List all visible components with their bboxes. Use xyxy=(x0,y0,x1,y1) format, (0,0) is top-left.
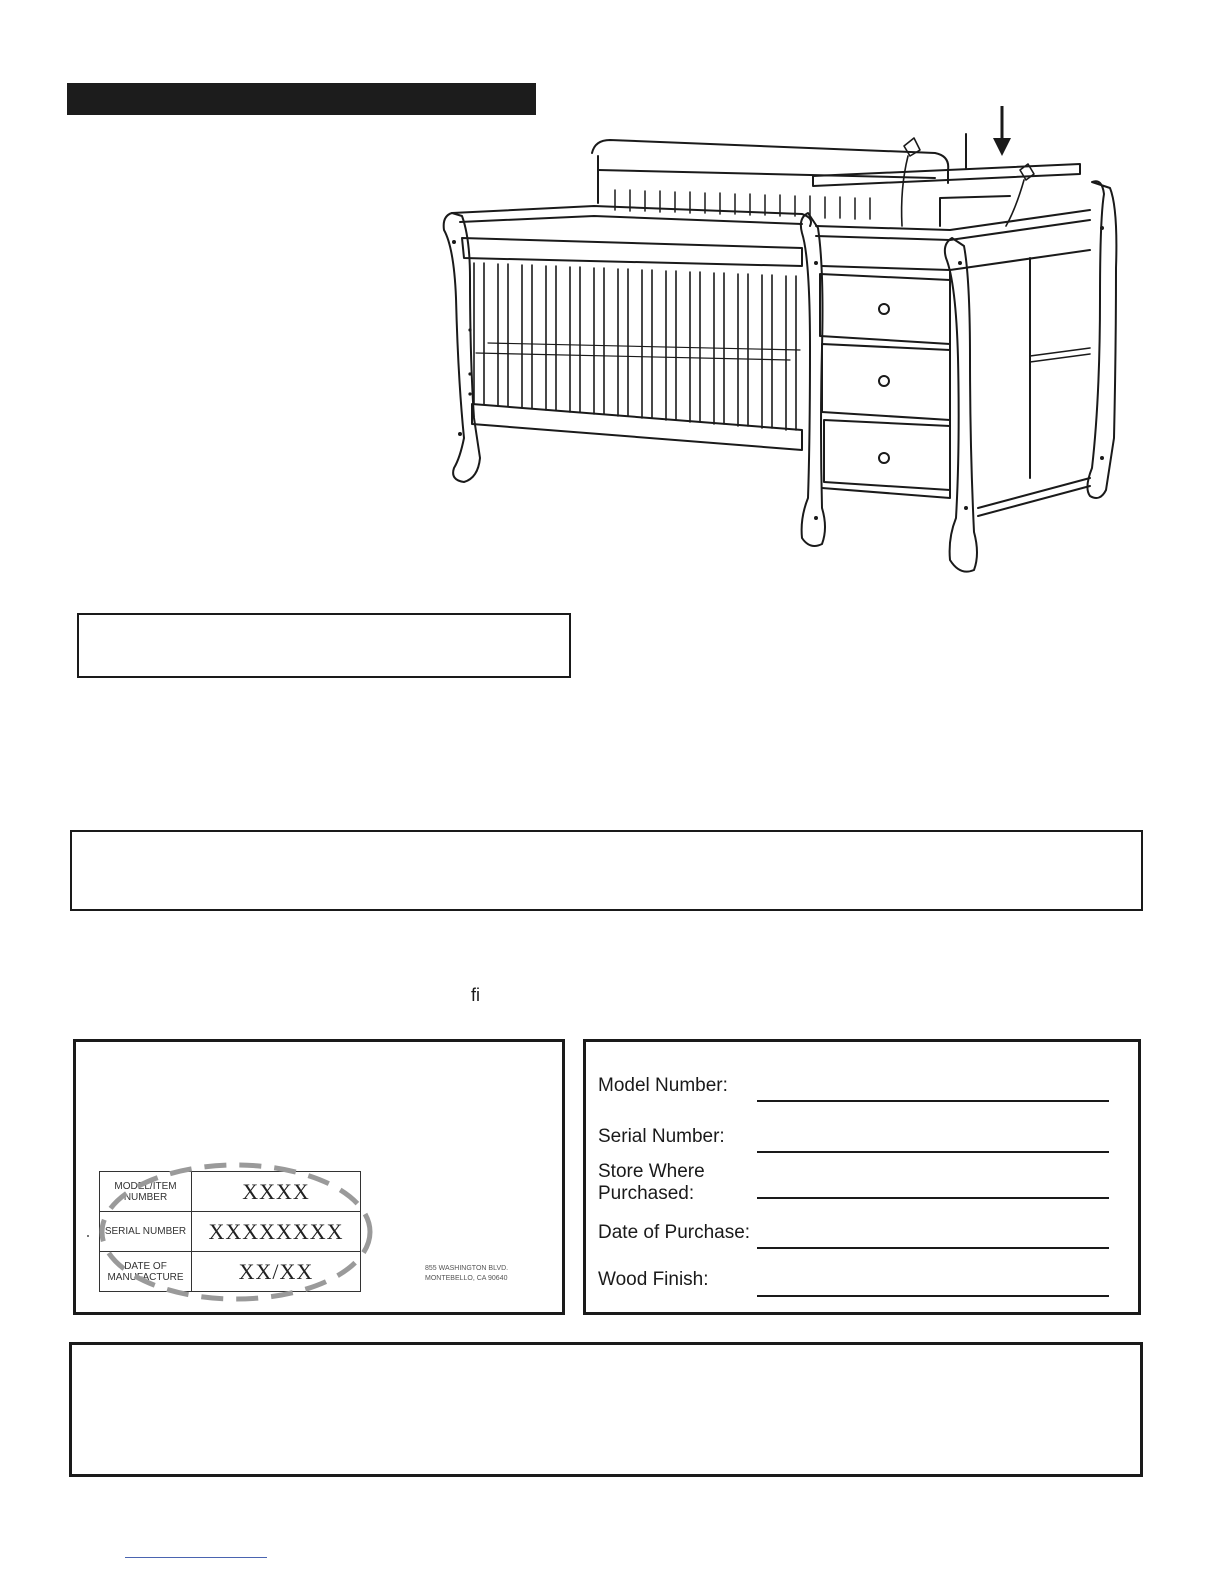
notice-box xyxy=(70,830,1143,911)
wood-finish-label: Wood Finish: xyxy=(598,1269,709,1290)
crib-changer-illustration xyxy=(430,98,1130,588)
store-line[interactable] xyxy=(757,1197,1109,1199)
model-number-label: Model Number: xyxy=(598,1075,728,1096)
address-line-2: MONTEBELLO, CA 90640 xyxy=(425,1275,508,1282)
bottom-notice-box xyxy=(69,1342,1143,1477)
ligature-glyph: ﬁ xyxy=(471,985,480,1005)
warning-box xyxy=(77,613,571,678)
wood-finish-line[interactable] xyxy=(757,1295,1109,1297)
label-value: XXXXXXXX xyxy=(208,1218,344,1244)
serial-number-line[interactable] xyxy=(757,1151,1109,1153)
serial-number-label: Serial Number: xyxy=(598,1126,725,1147)
manufacturer-address xyxy=(425,1264,508,1284)
dot-mark xyxy=(87,1235,89,1237)
label-key: MODEL/ITEM NUMBER xyxy=(100,1172,192,1211)
label-key: DATE OF MANUFACTURE xyxy=(100,1252,192,1291)
store-label: Store Where Purchased: xyxy=(598,1161,705,1204)
footer-link-underline[interactable] xyxy=(125,1557,267,1558)
date-of-purchase-label: Date of Purchase: xyxy=(598,1222,751,1243)
label-key: SERIAL NUMBER xyxy=(100,1212,192,1251)
down-arrow-icon xyxy=(991,104,1013,158)
highlight-ellipse xyxy=(95,1158,377,1306)
label-value: XXXX xyxy=(242,1178,310,1204)
label-value: XX/XX xyxy=(238,1258,314,1284)
model-number-line[interactable] xyxy=(757,1100,1109,1102)
address-line-1: 855 WASHINGTON BLVD. xyxy=(425,1265,509,1272)
date-of-purchase-line[interactable] xyxy=(757,1247,1109,1249)
